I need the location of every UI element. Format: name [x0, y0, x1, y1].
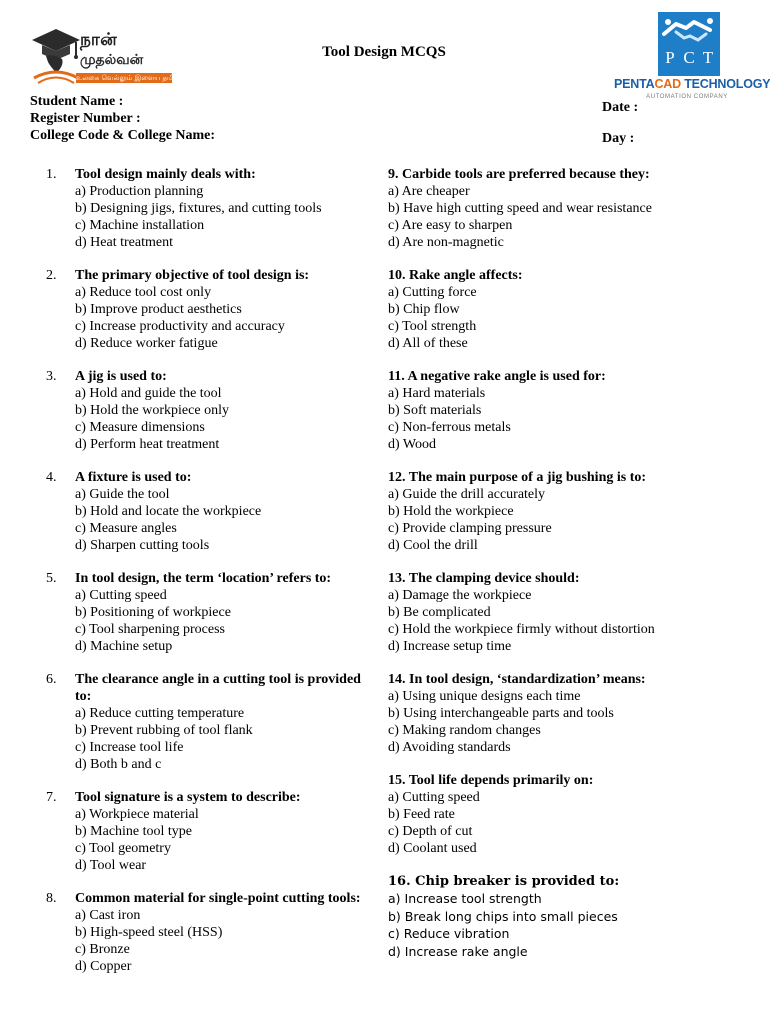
questions-right-column	[388, 166, 764, 976]
option-item: c) Increase tool life	[75, 740, 184, 755]
question-number: 1.	[46, 167, 57, 182]
pct-logo-box	[658, 12, 720, 76]
option-item: d) Are non-magnetic	[388, 235, 504, 250]
option-item: d) Both b and c	[75, 757, 162, 772]
option-item: c) Depth of cut	[388, 824, 473, 839]
option-item: a) Are cheaper	[388, 184, 470, 199]
option-item: b) Using interchangeable parts and tools	[388, 706, 614, 721]
question-item	[46, 368, 376, 453]
question-header	[46, 267, 376, 284]
question-text: In tool design, the term ‘location’ refers to:	[75, 571, 332, 586]
question-item	[388, 570, 764, 655]
logo-tagline: உலகை வெல்லும் இளைய தமிழகம்	[76, 74, 190, 82]
question-number: 3.	[46, 369, 57, 384]
question-text: Tool design mainly deals with:	[75, 167, 256, 182]
option-item: b) Have high cutting speed and wear resistance	[388, 201, 652, 216]
question-text: Tool signature is a system to describe:	[75, 790, 301, 805]
question-text: 9. Carbide tools are preferred because they:	[388, 167, 650, 182]
question-text: A fixture is used to:	[75, 470, 192, 485]
option-item: d) Tool wear	[75, 858, 147, 873]
day-label: Day :	[602, 131, 635, 146]
option-item: b) Positioning of workpiece	[75, 605, 231, 620]
option-item: a) Cutting force	[388, 285, 477, 300]
question-item	[46, 267, 376, 352]
option-item: b) Chip flow	[388, 302, 460, 317]
option-list	[388, 789, 764, 857]
option-item: d) Copper	[75, 959, 132, 974]
option-item: b) Feed rate	[388, 807, 455, 822]
option-item: c) Machine installation	[75, 218, 205, 233]
option-item: b) Prevent rubbing of tool flank	[75, 723, 253, 738]
logo-line-2: முதல்வன்	[80, 52, 144, 68]
question-item	[388, 772, 764, 857]
pct-name-accent: CAD	[654, 77, 681, 91]
option-item: a) Production planning	[75, 184, 204, 199]
option-item: a) Reduce tool cost only	[75, 285, 212, 300]
option-item: c) Making random changes	[388, 723, 541, 738]
question-header	[46, 469, 376, 486]
pct-logo	[614, 10, 770, 106]
option-item: b) Be complicated	[388, 605, 491, 620]
option-item: c) Tool sharpening process	[75, 622, 226, 637]
question-item	[46, 671, 376, 773]
question-item	[388, 873, 764, 960]
option-item: b) High-speed steel (HSS)	[75, 925, 223, 940]
page-title: Tool Design MCQS	[322, 44, 446, 60]
question-item	[46, 166, 376, 251]
option-item: d) Avoiding standards	[388, 740, 511, 755]
option-list	[46, 284, 376, 352]
question-text: 13. The clamping device should:	[388, 571, 580, 586]
question-text: 16. Chip breaker is provided to:	[388, 874, 620, 889]
question-number: 8.	[46, 891, 57, 906]
question-number: 6.	[46, 672, 57, 687]
option-item: b) Break long chips into small pieces	[388, 908, 618, 924]
option-item: c) Increase productivity and accuracy	[75, 319, 285, 334]
option-list	[388, 688, 764, 756]
option-list	[388, 183, 764, 251]
option-item: a) Hold and guide the tool	[75, 386, 222, 401]
option-list	[46, 385, 376, 453]
option-item: d) Cool the drill	[388, 538, 478, 553]
handshake-icon	[658, 12, 720, 48]
option-list	[388, 284, 764, 352]
question-item	[46, 469, 376, 554]
pct-letter-c: C	[683, 48, 695, 67]
option-item: b) Improve product aesthetics	[75, 302, 242, 317]
option-item: d) Wood	[388, 437, 437, 452]
question-item	[388, 368, 764, 453]
option-item: c) Measure angles	[75, 521, 177, 536]
question-item	[46, 789, 376, 874]
pct-letter-t: T	[702, 48, 714, 67]
pct-subtitle: AUTOMATION COMPANY	[646, 94, 728, 100]
question-text: The primary objective of tool design is:	[75, 268, 310, 283]
question-text: 14. In tool design, ‘standardization’ means:	[388, 672, 646, 687]
option-item: b) Hold the workpiece	[388, 504, 514, 519]
option-item: d) Perform heat treatment	[75, 437, 220, 452]
option-item: c) Provide clamping pressure	[388, 521, 552, 536]
option-item: a) Increase tool strength	[388, 891, 542, 906]
option-item: b) Hold and locate the workpiece	[75, 504, 262, 519]
option-item: a) Guide the drill accurately	[388, 487, 546, 502]
student-name-label: Student Name :	[30, 94, 124, 109]
question-number: 7.	[46, 790, 57, 805]
question-header	[46, 789, 376, 806]
question-item	[46, 890, 376, 975]
option-list	[46, 907, 376, 975]
question-item	[388, 469, 764, 554]
pct-company-name	[614, 77, 770, 91]
option-item: c) Hold the workpiece firmly without distortion	[388, 622, 655, 637]
option-list	[388, 486, 764, 554]
question-item	[388, 267, 764, 352]
questions-left-column	[46, 166, 376, 991]
option-item: d) Sharpen cutting tools	[75, 538, 210, 553]
question-header	[46, 890, 376, 907]
option-item: c) Non-ferrous metals	[388, 420, 511, 435]
pct-name-part2: TECHNOLOGY	[680, 77, 770, 91]
question-text: 11. A negative rake angle is used for:	[388, 369, 606, 384]
option-item: a) Reduce cutting temperature	[75, 706, 245, 721]
question-number: 2.	[46, 268, 57, 283]
option-item: d) Increase setup time	[388, 639, 512, 654]
option-item: c) Bronze	[75, 942, 130, 957]
option-item: c) Tool strength	[388, 319, 477, 334]
option-list	[46, 587, 376, 655]
option-item: c) Measure dimensions	[75, 420, 205, 435]
question-number: 5.	[46, 571, 57, 586]
option-item: a) Cutting speed	[388, 790, 480, 805]
logo-line-1: நான்	[80, 30, 118, 50]
option-item: a) Using unique designs each time	[388, 689, 581, 704]
question-item	[388, 166, 764, 251]
option-item: a) Workpiece material	[75, 807, 199, 822]
option-list	[46, 806, 376, 874]
question-header	[46, 166, 376, 183]
option-item: c) Are easy to sharpen	[388, 218, 513, 233]
question-text: Common material for single-point cutting tools:	[75, 891, 361, 906]
option-list	[46, 183, 376, 251]
option-item: c) Reduce vibration	[388, 926, 510, 941]
question-header	[46, 368, 376, 385]
option-list	[388, 890, 764, 960]
option-item: a) Damage the workpiece	[388, 588, 532, 603]
option-item: d) Heat treatment	[75, 235, 173, 250]
college-label: College Code & College Name:	[30, 128, 216, 143]
option-list	[388, 385, 764, 453]
option-item: a) Guide the tool	[75, 487, 170, 502]
option-list	[388, 587, 764, 655]
option-item: a) Cast iron	[75, 908, 141, 923]
question-text: 12. The main purpose of a jig bushing is to:	[388, 470, 647, 485]
option-item: d) Coolant used	[388, 841, 477, 856]
option-item: d) Reduce worker fatigue	[75, 336, 218, 351]
option-item: b) Designing jigs, fixtures, and cutting tools	[75, 201, 322, 216]
option-item: a) Hard materials	[388, 386, 486, 401]
question-text: A jig is used to:	[75, 369, 167, 384]
option-item: b) Hold the workpiece only	[75, 403, 229, 418]
option-list	[46, 705, 376, 773]
question-header	[46, 671, 376, 705]
question-item	[388, 671, 764, 756]
option-item: d) All of these	[388, 336, 468, 351]
question-number: 4.	[46, 470, 57, 485]
question-text: The clearance angle in a cutting tool is provided to:	[75, 672, 361, 704]
option-item: b) Machine tool type	[75, 824, 193, 839]
question-text: 10. Rake angle affects:	[388, 268, 523, 283]
option-list	[46, 486, 376, 554]
pct-name-part1: PENTA	[614, 77, 655, 91]
date-label: Date :	[602, 100, 639, 115]
option-item: d) Increase rake angle	[388, 943, 528, 959]
question-text: 15. Tool life depends primarily on:	[388, 773, 594, 788]
register-number-label: Register Number :	[30, 111, 141, 126]
pct-letter-p: P	[665, 48, 675, 67]
option-item: b) Soft materials	[388, 403, 482, 418]
question-header	[46, 570, 376, 587]
option-item: c) Tool geometry	[75, 841, 171, 856]
option-item: d) Machine setup	[75, 639, 173, 654]
option-item: a) Cutting speed	[75, 588, 167, 603]
question-item	[46, 570, 376, 655]
